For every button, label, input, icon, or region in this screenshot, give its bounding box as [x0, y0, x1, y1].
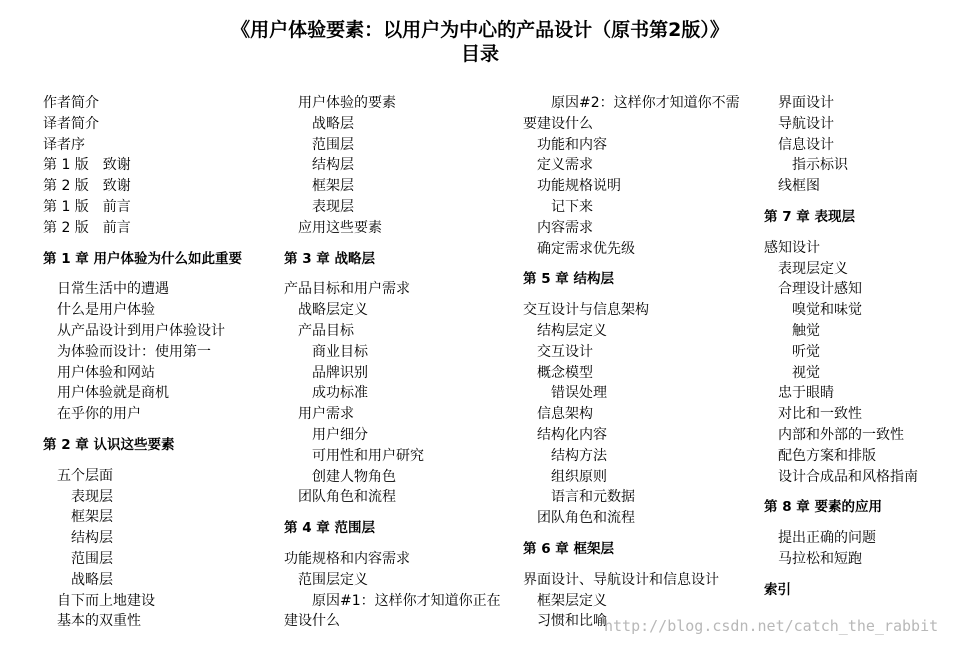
- toc-entry: 框架层: [71, 509, 113, 526]
- toc-entry: 内容需求: [537, 219, 593, 236]
- toc-entry: 可用性和用户研究: [312, 447, 424, 464]
- toc-entry: 信息设计: [778, 136, 834, 153]
- chapter-heading: 第 6 章 框架层: [523, 540, 614, 557]
- toc-entry: 定义需求: [537, 157, 593, 174]
- toc-entry: 什么是用户体验: [57, 302, 155, 319]
- book-title: 《用户体验要素：以用户为中心的产品设计（原书第2版）》: [231, 19, 729, 41]
- toc-entry: 战略层: [312, 115, 354, 132]
- toc-entry: 触觉: [792, 322, 820, 339]
- toc-entry: 提出正确的问题: [778, 530, 876, 547]
- toc-entry: 忠于眼睛: [778, 385, 834, 402]
- toc-heading: 目录: [460, 43, 499, 65]
- toc-entry: 概念模型: [537, 364, 593, 381]
- toc-entry: 基本的双重性: [57, 613, 141, 630]
- toc-entry: 界面设计: [778, 95, 834, 111]
- toc-column-1: [43, 93, 242, 632]
- toc-entry: 结构层定义: [537, 322, 607, 339]
- toc-entry: 五个层面: [57, 467, 113, 484]
- toc-entry: 第 2 版 致谢: [43, 178, 131, 195]
- toc-entry: 嗅觉和味觉: [792, 302, 862, 319]
- toc-entry: 应用这些要素: [298, 219, 382, 236]
- toc-entry: 自下而上地建设: [57, 592, 155, 609]
- watermark: http://blog.csdn.net/catch_the_rabbit: [604, 617, 939, 635]
- toc-entry: 用户体验就是商机: [57, 385, 169, 402]
- toc-entry: 感知设计: [764, 239, 820, 256]
- toc-entry: 团队角色和流程: [537, 510, 635, 527]
- toc-entry: 团队角色和流程: [298, 489, 396, 506]
- toc-entry: 习惯和比喻: [537, 613, 607, 630]
- toc-entry: 记下来: [551, 198, 593, 215]
- toc-entry: 指示标识: [792, 157, 848, 174]
- toc-entry: 配色方案和排版: [778, 447, 876, 464]
- toc-entry: 线框图: [778, 178, 820, 195]
- toc-entry: 表现层: [71, 488, 113, 505]
- chapter-heading: 第 3 章 战略层: [284, 250, 375, 267]
- chapter-heading: 第 5 章 结构层: [523, 271, 614, 288]
- document-title: [0, 18, 960, 66]
- toc-entry: 译者简介: [43, 115, 99, 132]
- toc-entry: 结构层: [71, 530, 113, 547]
- toc-entry: 组织原则: [551, 468, 607, 485]
- toc-entry: 范围层: [71, 550, 113, 567]
- index-heading: 索引: [764, 581, 791, 598]
- toc-entry: 信息架构: [537, 406, 593, 423]
- chapter-heading: 第 4 章 范围层: [284, 520, 375, 537]
- toc-entry: 框架层定义: [537, 592, 607, 609]
- toc-entry: 交互设计与信息架构: [523, 302, 649, 319]
- chapter-heading: 第 1 章 用户体验为什么如此重要: [43, 250, 242, 267]
- toc-entry: 功能和内容: [537, 136, 607, 153]
- toc-entry: 功能规格说明: [537, 178, 621, 195]
- toc-entry: 表现层: [312, 198, 354, 215]
- toc-entry: 马拉松和短跑: [778, 550, 862, 567]
- toc-entry: 在乎你的用户: [57, 406, 141, 423]
- toc-entry: 建设什么: [284, 613, 340, 630]
- toc-column-2: [284, 93, 501, 632]
- toc-entry: 用户体验的要素: [298, 95, 396, 111]
- toc-entry: 表现层定义: [778, 260, 848, 277]
- toc-entry: 结构层: [312, 157, 354, 174]
- toc-entry: 错误处理: [551, 385, 607, 402]
- toc-entry: 创建人物角色: [312, 468, 396, 485]
- chapter-heading: 第 2 章 认识这些要素: [43, 436, 175, 453]
- toc-entry: 设计合成品和风格指南: [778, 468, 918, 485]
- toc-entry: 结构化内容: [537, 426, 607, 443]
- toc-entry: 原因#1：这样你才知道你正在: [312, 592, 501, 609]
- toc-entry: 范围层定义: [298, 571, 368, 588]
- toc-entry: 用户体验和网站: [57, 364, 155, 381]
- toc-entry: 导航设计: [778, 115, 834, 132]
- toc-entry: 视觉: [792, 364, 820, 381]
- toc-entry: 范围层: [312, 136, 354, 153]
- toc-entry: 功能规格和内容需求: [284, 550, 410, 567]
- toc-entry: 第 1 版 前言: [43, 198, 131, 215]
- chapter-heading: 第 8 章 要素的应用: [764, 499, 882, 516]
- toc-entry: 对比和一致性: [778, 406, 862, 423]
- toc-entry: 用户细分: [312, 426, 368, 443]
- toc-entry: 语言和元数据: [551, 489, 635, 506]
- toc-entry: 产品目标: [298, 322, 354, 339]
- toc-entry: 译者序: [43, 136, 85, 153]
- toc-entry: 品牌识别: [312, 364, 368, 381]
- toc-column-4: [764, 93, 918, 611]
- toc-entry: 内部和外部的一致性: [778, 426, 904, 443]
- toc-entry: 成功标准: [312, 385, 368, 402]
- toc-entry: 交互设计: [537, 343, 593, 360]
- toc-column-3: [523, 93, 740, 632]
- toc-entry: 合理设计感知: [778, 281, 862, 298]
- toc-entry: 为体验而设计：使用第一: [57, 343, 211, 360]
- toc-entry: 确定需求优先级: [537, 240, 635, 257]
- toc-entry: 界面设计、导航设计和信息设计: [523, 571, 719, 588]
- chapter-heading: 第 7 章 表现层: [764, 208, 855, 225]
- toc-entry: 要建设什么: [523, 115, 593, 132]
- toc-entry: 听觉: [792, 343, 820, 360]
- toc-entry: 商业目标: [312, 343, 368, 360]
- toc-entry: 战略层定义: [298, 302, 368, 319]
- toc-entry: 从产品设计到用户体验设计: [57, 322, 225, 339]
- toc-entry: 原因#2：这样你才知道你不需: [551, 95, 740, 111]
- toc-entry: 第 1 版 致谢: [43, 157, 131, 174]
- toc-entry: 产品目标和用户需求: [284, 281, 410, 298]
- toc-entry: 结构方法: [551, 447, 607, 464]
- toc-entry: 用户需求: [298, 406, 354, 423]
- toc-entry: 日常生活中的遭遇: [57, 281, 169, 298]
- toc-entry: 框架层: [312, 178, 354, 195]
- toc-entry: 第 2 版 前言: [43, 219, 131, 236]
- toc-entry: 战略层: [71, 571, 113, 588]
- toc-entry: 作者简介: [43, 95, 99, 111]
